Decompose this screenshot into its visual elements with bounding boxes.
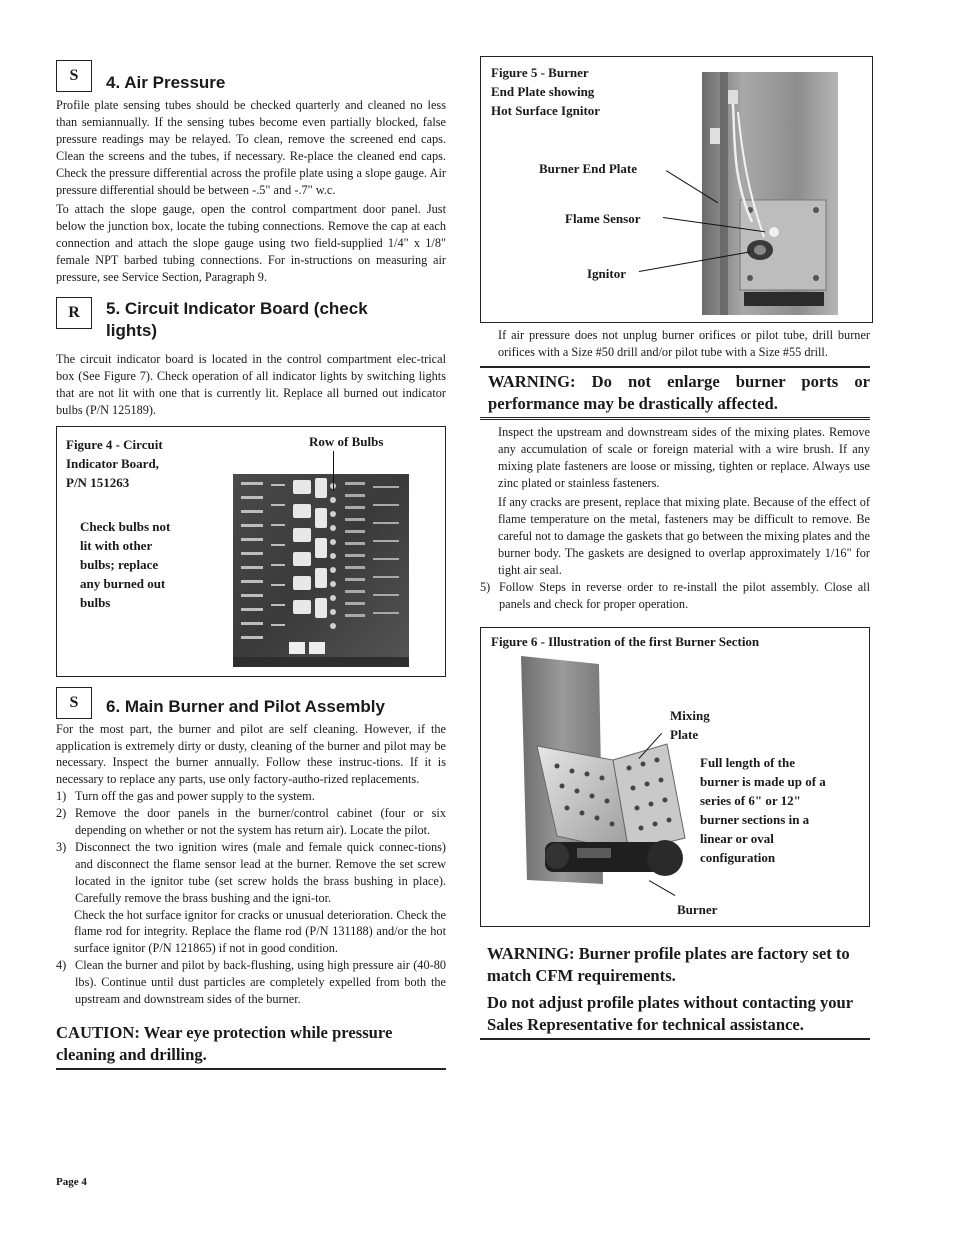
section-circuit-board-header (56, 295, 446, 342)
step-item: 3) Disconnect the two ignition wires (male and female quick connec-tions) and disconnect the flame sensor lead at the burner. Remove the set screw located in the ignitor tube (set screw holds the brass bushing in place). Carefully remove the brass bushing and the igni-tor. (56, 839, 446, 905)
section-title: 5. Circuit Indicator Board (check lights) (106, 298, 368, 340)
warning-text: WARNING: Do not enlarge burner ports or performance may be drastically affected. (488, 371, 870, 413)
service-code-box: S (56, 60, 92, 92)
warning-text: WARNING: Burner profile plates are factory set to match CFM requirements. (487, 943, 850, 985)
inspect-paragraph-2: If any cracks are present, replace that mixing plate. Because of the effect of flame temperature on the metal, fasteners may be difficult to remove. Be careful not to damage the gaskets that go between the mixing plates and the burner body. The gaskets are designed to overlap approximately 1/16" for tight air seal. (498, 495, 870, 578)
circuit-board-photo (233, 474, 409, 667)
section-title: 4. Air Pressure (106, 73, 226, 92)
figure-caption: Figure 5 - Burner End Plate showing Hot Surface Ignitor (491, 65, 601, 118)
figure-caption: Figure 6 - Illustration of the first Burner Section (491, 633, 760, 649)
warning-block-1 (480, 366, 870, 420)
step-item: 1) Turn off the gas and power supply to the system. (56, 789, 315, 804)
circuit-board-paragraph: The circuit indicator board is located in the control compartment elec-trical box (See Figure 7). Check operation of all indicator lights by switching lights that are not lit with one that is currently lit. Replace all burned out indicator bulbs (P/N 125189). (56, 351, 446, 417)
page-number: Page 4 (56, 1176, 87, 1188)
caution-block (56, 1022, 446, 1070)
label-ignitor: Ignitor (587, 266, 626, 281)
figure-caption: Figure 4 - Circuit Indicator Board, P/N 151263 (66, 436, 163, 490)
left-column (56, 58, 446, 1070)
figure-note: Full length of the burner is made up of a series of 6" or 12" burner sections in a linear or oval configuration (700, 754, 826, 865)
caution-text: CAUTION: Wear eye protection while pressure cleaning and drilling. (56, 1023, 393, 1064)
step-3-continued: Check the hot surface ignitor for cracks or unusual deterioration. Check the flame rod for integrity. Replace the flame rod (P/N 131188) and/or the hot surface ignitor (P/N 121865) if not in good condition. (74, 907, 446, 956)
step-item: 4) Clean the burner and pilot by back-flushing, using high pressure air (40-80 lbs). Continue until dust particles are completely expelled from both the upstream and downstream sides of the burner. (56, 958, 446, 1007)
air-pressure-paragraph-1: Profile plate sensing tubes should be checked quarterly and cleaned no less than semiannually. If the sensing tubes become even partially blocked, false pressure readings may be relayed. To clean, remove the screened end caps. Clean the screens and the tubes, if necessary. Re-place the cleaned end caps. Check the pressure differential across the profile plate using a slope gauge. Air pressure differential should be between -.5" and -.7" w.c. (56, 98, 446, 197)
warning-text-2: Do not adjust profile plates without contacting your Sales Representative for technical assistance. (487, 992, 853, 1034)
repair-code-box: R (56, 297, 92, 329)
step-5-list (480, 579, 870, 613)
main-burner-steps (56, 788, 446, 906)
figure-6 (480, 627, 870, 927)
figure-note: Check bulbs not lit with other bulbs; replace any burned out bulbs (80, 518, 171, 610)
inspect-paragraph-1: Inspect the upstream and downstream sides of the mixing plates. Remove any accumulation of scale or foreign material with a wire brush. If any mixing plate fasteners are loose or missing, tighten or replace. Always use zinc plated or stainless fasteners. (498, 424, 870, 490)
leader-row-of-bulbs (333, 451, 334, 491)
figure-5 (480, 56, 873, 323)
section-title: 6. Main Burner and Pilot Assembly (106, 696, 385, 716)
air-pressure-paragraph-2: To attach the slope gauge, open the control compartment door panel. Just below the junction box, locate the tubing connections. Remove the cap at each connection and attach the slope gauge using two field-supplied 1/4" x 1/8" female NPT barbed tubing connections. For in-structions on measuring air pressure, see Service Section, Paragraph 9. (56, 202, 446, 285)
step-item: 2) Remove the door panels in the burner/control cabinet (four or six depending on whether or not the system has return air). Locate the pilot. (56, 806, 446, 838)
main-burner-step-4 (56, 957, 446, 1008)
drill-note: If air pressure does not unplug burner orifices or pilot tube, drill burner orifices with a Size #50 drill and/or pilot tube with a Size #55 drill. (498, 328, 870, 359)
service-code-box: S (56, 687, 92, 719)
label-flame-sensor: Flame Sensor (565, 211, 641, 226)
label-burner: Burner (677, 901, 718, 917)
section-main-burner-header (56, 685, 446, 719)
burner-section-photo (517, 656, 703, 894)
label-row-of-bulbs: Row of Bulbs (309, 433, 384, 449)
main-burner-intro: For the most part, the burner and pilot are self cleaning. However, if the application is extremely dirty or dusty, cleaning of the burner and pilot may be necessary. Inspect the burner annually. Follow these instruc-tions. If it is necessary to replace any parts, use only factory-autho-rized replacements. (56, 721, 446, 787)
step-item: 5) Follow Steps in reverse order to re-install the pilot assembly. Close all panels and check for proper operation. (480, 579, 870, 611)
label-mixing-plate: Mixing Plate (670, 707, 710, 742)
warning-block-2 (480, 943, 870, 1040)
section-air-pressure-header (56, 58, 446, 94)
right-column (480, 56, 870, 1040)
label-burner-end-plate: Burner End Plate (539, 161, 637, 176)
burner-end-plate-photo (702, 72, 838, 315)
figure-4 (56, 426, 446, 677)
